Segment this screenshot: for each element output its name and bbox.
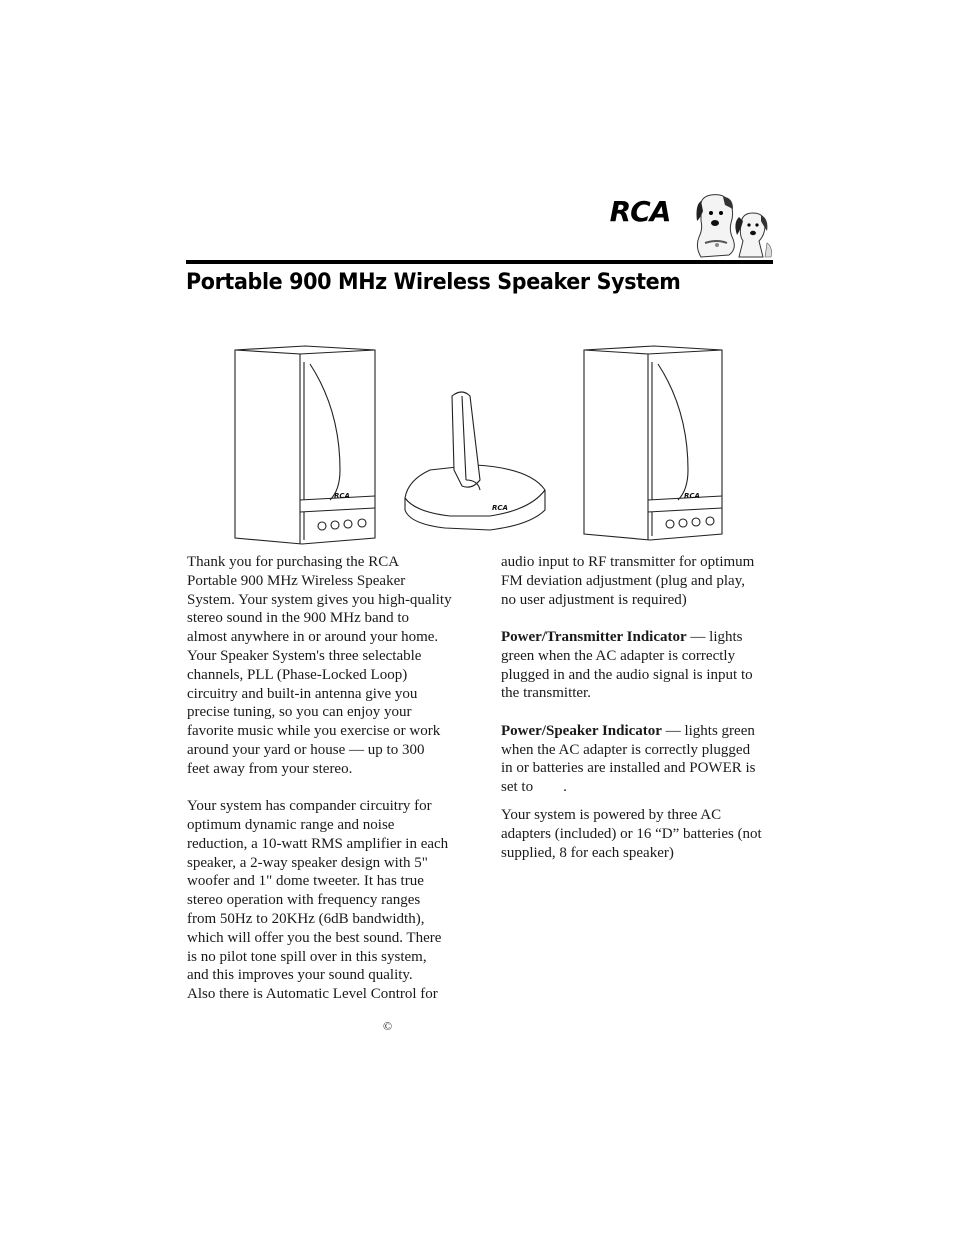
text-line: Your Speaker System's three selectable: [187, 647, 422, 664]
speaker-indicator-paragraph: [501, 722, 776, 797]
text-line: Your system has compander circuitry for: [187, 798, 432, 815]
text-line: System. Your system gives you high-quality: [187, 591, 452, 608]
rca-logo: [597, 197, 683, 225]
text-line: — lights: [686, 628, 743, 645]
text-line: in or batteries are installed and POWER is: [501, 760, 756, 777]
continuation-paragraph: [501, 553, 776, 609]
text-line: Your system is powered by three AC: [501, 806, 722, 823]
text-line: precise tuning, so you can enjoy your: [187, 704, 412, 721]
product-illustration: [230, 340, 730, 550]
features-paragraph: [187, 797, 467, 1004]
right-speaker-drawing: [584, 346, 722, 540]
transmitter-drawing: [405, 392, 545, 530]
intro-paragraph: [187, 553, 467, 779]
text-line: FM deviation adjustment (plug and play,: [501, 572, 745, 589]
text-line: the transmitter.: [501, 685, 591, 702]
left-speaker-drawing: [235, 346, 375, 544]
text-line: which will offer you the best sound. There: [187, 929, 442, 946]
right-speaker-badge: RCA: [684, 492, 700, 500]
speaker-indicator-term: Power/Speaker Indicator: [501, 722, 662, 739]
text-line: woofer and 1" dome tweeter. It has true: [187, 873, 424, 890]
text-line: and this improves your sound quality.: [187, 967, 413, 984]
text-line: around your yard or house — up to 300: [187, 741, 425, 758]
text-line: Portable 900 MHz Wireless Speaker: [187, 572, 406, 589]
text-line: plugged in and the audio signal is input to: [501, 666, 753, 683]
transmitter-badge: RCA: [492, 504, 508, 512]
text-line: circuitry and built-in antenna give you: [187, 685, 418, 702]
text-line: optimum dynamic range and noise: [187, 816, 395, 833]
text-line: no user adjustment is required): [501, 591, 687, 608]
transmitter-indicator-term: Power/Transmitter Indicator: [501, 628, 687, 645]
header-rule: [186, 260, 773, 264]
nipper-chipper-dogs-icon: [693, 191, 775, 261]
text-line: when the AC adapter is correctly plugged: [501, 741, 751, 758]
text-line: supplied, 8 for each speaker): [501, 844, 674, 861]
text-line: Also there is Automatic Level Control for: [187, 986, 438, 1003]
rca-logo-text: RCA: [609, 197, 671, 225]
copyright-symbol: ©: [383, 1019, 393, 1033]
text-line: almost anywhere in or around your home.: [187, 629, 439, 646]
text-line: channels, PLL (Phase-Locked Loop): [187, 666, 408, 683]
text-line: feet away from your stereo.: [187, 760, 353, 777]
left-speaker-badge: RCA: [334, 492, 350, 500]
text-line: Thank you for purchasing the RCA: [187, 554, 400, 570]
right-column: [501, 553, 776, 862]
text-line: speaker, a 2-way speaker design with 5": [187, 854, 428, 871]
text-line: set to .: [501, 779, 567, 796]
text-line: — lights green: [661, 722, 755, 739]
text-line: adapters (included) or 16 “D” batteries (not: [501, 825, 762, 842]
text-line: stereo operation with frequency ranges: [187, 892, 421, 909]
transmitter-indicator-paragraph: [501, 628, 776, 703]
text-line: stereo sound in the 900 MHz band to: [187, 610, 410, 627]
page-title: Portable 900 MHz Wireless Speaker System: [186, 270, 681, 295]
text-line: audio input to RF transmitter for optimum: [501, 554, 755, 570]
text-line: is no pilot tone spill over in this system,: [187, 948, 427, 965]
power-paragraph: [501, 806, 776, 862]
text-line: green when the AC adapter is correctly: [501, 647, 736, 664]
text-line: favorite music while you exercise or work: [187, 723, 441, 740]
text-line: from 50Hz to 20KHz (6dB bandwidth),: [187, 910, 425, 927]
text-line: reduction, a 10-watt RMS amplifier in each: [187, 835, 449, 852]
left-column: [187, 553, 467, 1004]
